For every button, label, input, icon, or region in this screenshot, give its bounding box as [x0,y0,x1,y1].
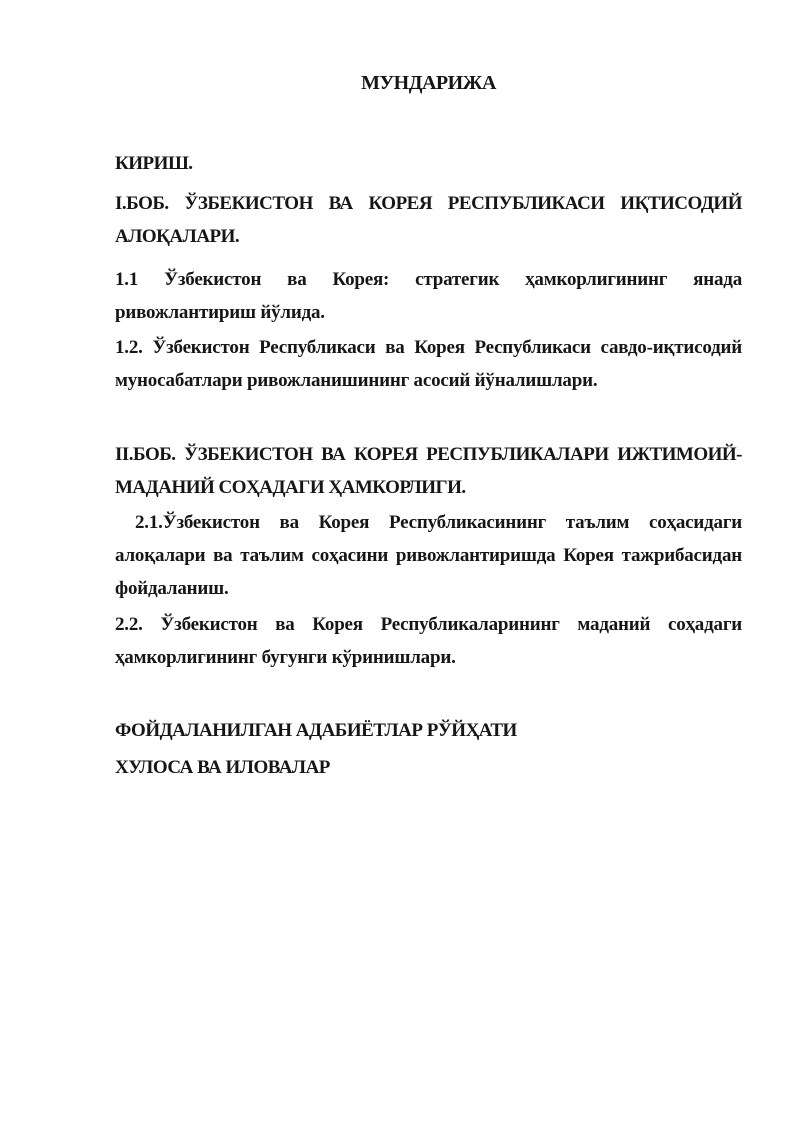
toc-line: муносабатлари ривожланишининг асосий йўналишлари. [115,370,598,391]
toc-entry-section-1-1 [115,263,742,329]
toc-line: 1.2. Ўзбекистон Республикаси ва Корея Республикаси савдо-иқтисодий [115,337,742,358]
toc-line: фойдаланиш. [115,578,229,599]
toc-title [115,67,742,100]
toc-entry-references [115,714,742,747]
toc-entry-section-1-2 [115,331,742,397]
toc-entry-section-2-2 [115,608,742,674]
toc-line: МАДАНИЙ СОҲАДАГИ ҲАМКОРЛИГИ. [115,477,466,498]
toc-entry-conclusion [115,751,742,784]
toc-entry-chapter-2 [115,438,742,504]
toc-line: II.БОБ. ЎЗБЕКИСТОН ВА КОРЕЯ РЕСПУБЛИКАЛАРИ ИЖТИМОИЙ- [115,444,742,465]
toc-line: алоқалари ва таълим соҳасини ривожлантиришда Корея тажрибасидан [115,545,742,566]
toc-line: 2.2. Ўзбекистон ва Корея Республикаларининг маданий соҳадаги [115,614,742,635]
toc-line: ХУЛОСА ВА ИЛОВАЛАР [115,757,330,778]
toc-line: 2.1.Ўзбекистон ва Корея Республикасининг таълим соҳасидаги [135,512,742,533]
toc-entry-introduction [115,147,742,180]
toc-entry-section-2-1 [115,506,742,605]
toc-line: ривожлантириш йўлида. [115,302,325,323]
toc-entry-chapter-1 [115,187,742,253]
toc-line: КИРИШ. [115,153,193,174]
toc-line: ФОЙДАЛАНИЛГАН АДАБИЁТЛАР РЎЙҲАТИ [115,720,517,741]
toc-line: АЛОҚАЛАРИ. [115,226,240,247]
toc-line: I.БОБ. ЎЗБЕКИСТОН ВА КОРЕЯ РЕСПУБЛИКАСИ ИҚТИСОДИЙ [115,193,742,214]
toc-title-text: МУНДАРИЖА [361,72,496,94]
toc-line: ҳамкорлигининг бугунги кўринишлари. [115,647,456,668]
toc-line: 1.1 Ўзбекистон ва Корея: стратегик ҳамкорлигининг янада [115,269,742,290]
